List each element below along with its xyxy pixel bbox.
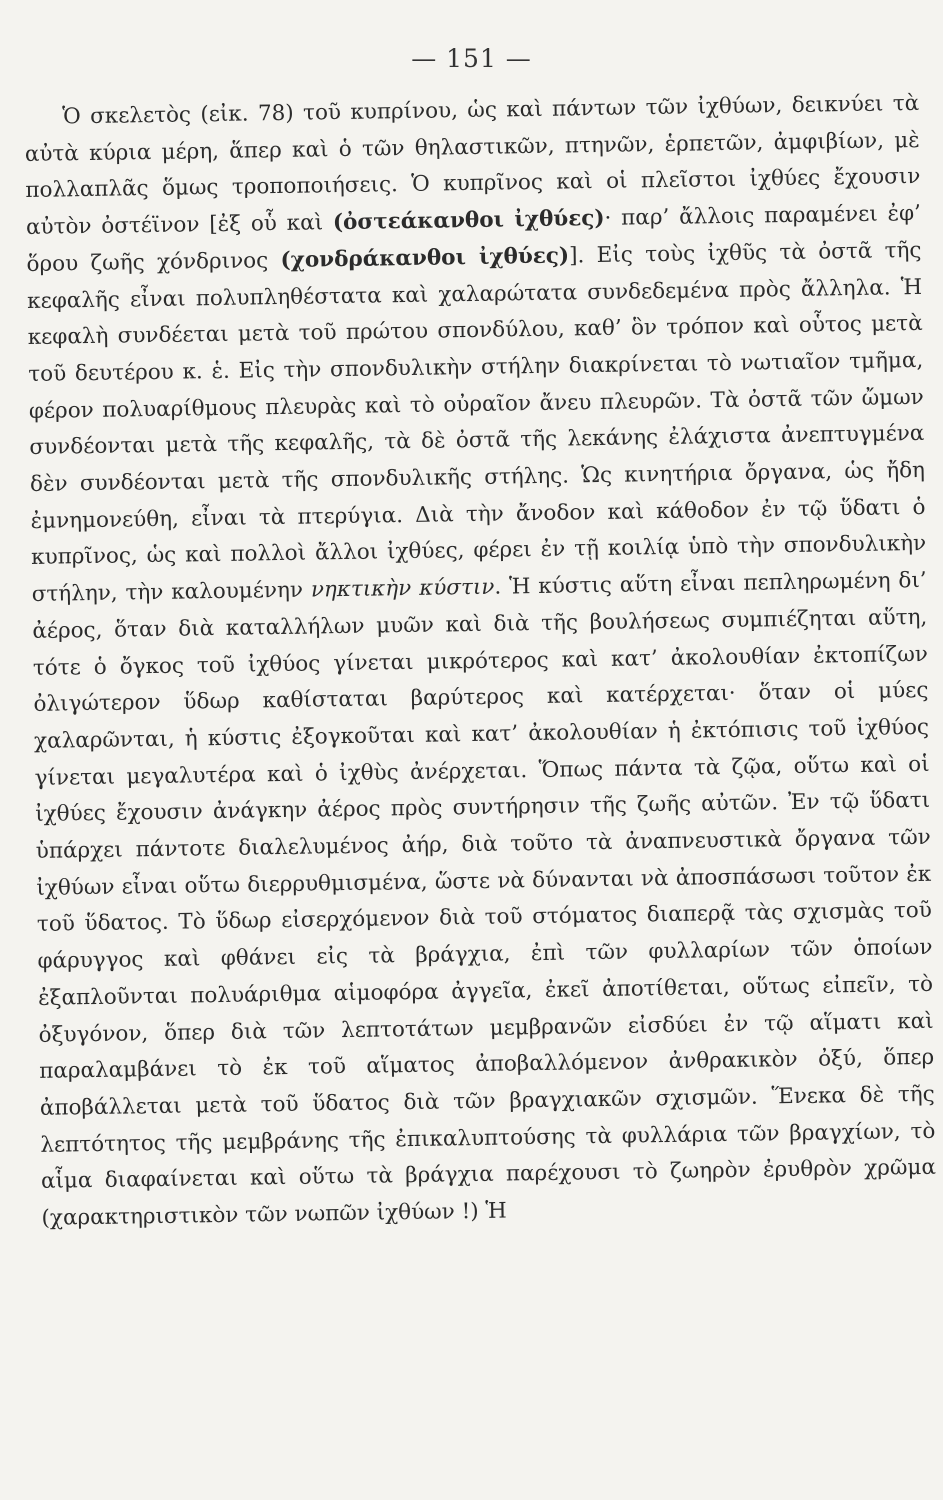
text-run: ]. Εἰς τοὺς ἰχθῦς τὰ ὀστᾶ τῆς κεφαλῆς εἶναι πολυπληθέστατα καὶ χαλαρώτατα συνδεδεμένα πρὸς ἄλληλα. Ἡ κεφαλὴ συνδέεται μετὰ τοῦ πρώτου σπονδύλου, καθ’ ὃν τρόπον καὶ οὗτος μετὰ τοῦ δευτέρου κ. ἑ. Εἰς τὴν σπονδυλικὴν στήλην διακρίνεται τὸ νωτιαῖον τμῆμα, φέρον πολυαρίθμους πλευρὰς καὶ τὸ οὐραῖον ἄνευ πλευρῶν. Τὰ ὀστᾶ τῶν ὤμων συνδέονται μετὰ τῆς κεφαλῆς, τὰ δὲ ὀστᾶ τῆς λεκάνης ἐλάχιστα ἀνεπτυγμένα δὲν συνδέονται μετὰ τῆς σπονδυλικῆς στήλης. Ὡς κινητήρια ὄργανα, ὡς ἤδη ἐμνημονεύθη, εἶναι τὰ πτερύγια. Διὰ τὴν ἄνοδον καὶ κάθοδον ἐν τῷ ὕδατι ὁ κυπρῖνος, ὡς καὶ πολλοὶ ἄλλοι ἰχθύες, φέρει ἐν τῇ κοιλίᾳ ὑπὸ τὴν σπονδυλικὴν στήλην, τὴν καλουμένην: [26, 237, 927, 608]
text-run: Ὁ σκελετὸς (εἰκ. 78) τοῦ κυπρίνου, ὡς καὶ πάντων τῶν ἰχθύων, δεικνύει τὰ αὐτὰ κύρια μέρη, ἅπερ καὶ ὁ τῶν θηλαστικῶν, πτηνῶν, ἑρπετῶν, ἀμφιβίων, μὲ πολλαπλᾶς ὅμως τροποποιήσεις. Ὁ κυπρῖνος καὶ οἱ πλεῖστοι ἰχθύες ἔχουσιν αὐτὸν ὀστέϊνον [ἐξ οὗ καὶ: [24, 90, 921, 241]
text-run: . Ἡ κύστις αὕτη εἶναι πεπληρωμένη δι’ ἀέρος, ὅταν διὰ καταλλήλων μυῶν καὶ διὰ τῆς βουλήσεως συμπιέζηται αὕτη, τότε ὁ ὄγκος τοῦ ἰχθύος γίνεται μικρότερος καὶ κατ’ ἀκολουθίαν ἐκτοπίζων ὀλιγώτερον ὕδωρ καθίσταται βαρύτερος καὶ κατέρχεται· ὅταν οἱ μύες χαλαρῶνται, ἡ κύστις ἐξογκοῦται καὶ κατ’ ἀκολουθίαν ἡ ἐκτόπισις τοῦ ἰχθύος γίνεται μεγαλυτέρα καὶ ὁ ἰχθὺς ἀνέρχεται. Ὅπως πάντα τὰ ζῷα, οὕτω καὶ οἱ ἰχθύες ἔχουσιν ἀνάγκην ἀέρος πρὸς συντήρησιν τῆς ζωῆς αὐτῶν. Ἐν τῷ ὕδατι ὑπάρχει πάντοτε διαλελυμένος ἀήρ, διὰ τοῦτο τὰ ἀναπνευστικὰ ὄργανα τῶν ἰχθύων εἶναι οὕτω διερρυθμισμένα, ὥστε νὰ δύνανται νὰ ἀποσπάσωσι τοῦτον ἐκ τοῦ ὕδατος. Τὸ ὕδωρ εἰσερχόμενον διὰ τοῦ στόματος διαπερᾷ τὰς σχισμὰς τοῦ φάρυγγος καὶ φθάνει εἰς τὰ βράγχια, ἐπὶ τῶν φυλλαρίων τῶν ὁποίων ἐξαπλοῦνται πολυάριθμα αἱμοφόρα ἀγγεῖα, ἐκεῖ ἀποτίθεται, οὕτως εἰπεῖν, τὸ ὀξυγόνον, ὅπερ διὰ τῶν λεπτοτάτων μεμβρανῶν εἰσδύει ἐν τῷ αἵματι καὶ παραλαμβάνει τὸ ἐκ τοῦ αἵματος ἀποβαλλόμενον ἀνθρακικὸν ὀξύ, ὅπερ ἀποβάλλεται μετὰ τοῦ ὕδατος διὰ τῶν βραγχιακῶν σχισμῶν. Ἕνεκα δὲ τῆς λεπτότητος τῆς μεμβράνης τῆς ἐπικαλυπτούσης τὰ φυλλάρια τῶν βραγχίων, τὸ αἷμα διαφαίνεται καὶ οὕτω τὰ βράγχια παρέχουσι τὸ ζωηρὸν ἐρυθρὸν χρῶμα (χαρακτηριστικὸν τῶν νωπῶν ἰχθύων !) Ἡ: [32, 568, 937, 1231]
page-number: — 151 —: [411, 44, 532, 73]
italic-term-swim-bladder: νηκτικὴν κύστιν: [310, 574, 495, 603]
body-text: [24, 86, 937, 1238]
bold-term-chondracanthoi: (χονδράκανθοι ἰχθύες): [280, 243, 570, 273]
bold-term-osteacanthoi: (ὀστεάκανθοι ἰχθύες): [332, 206, 605, 236]
text-run: · παρ’ ἄλλοις παραμένει ἐφ’ ὅρου ζωῆς χόνδρινος: [26, 201, 922, 277]
paragraph: [24, 86, 937, 1238]
